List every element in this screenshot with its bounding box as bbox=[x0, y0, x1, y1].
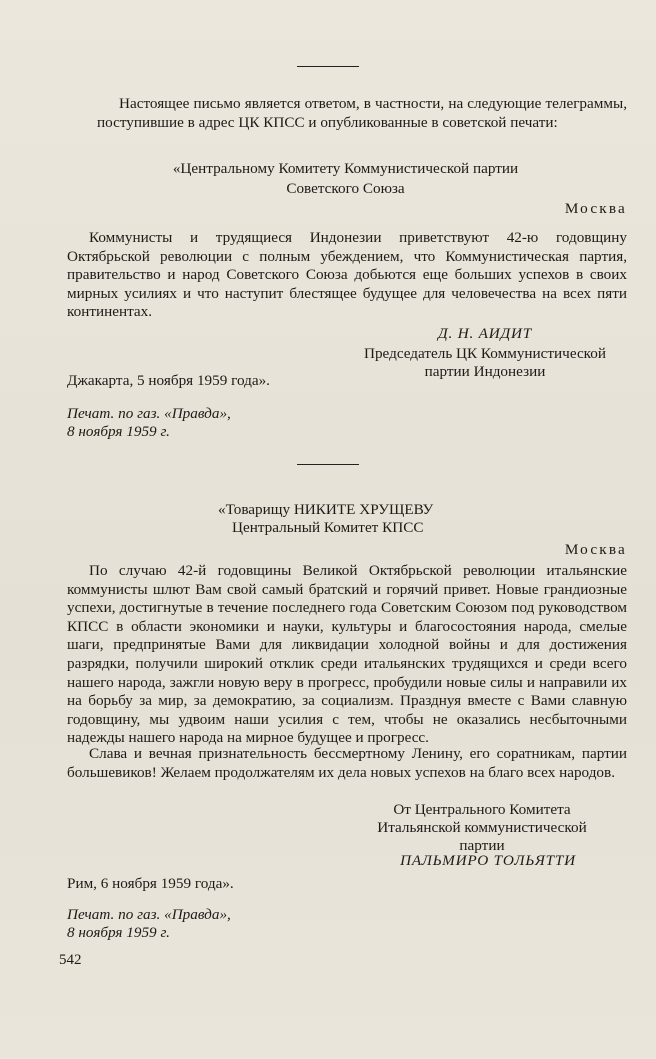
middle-divider bbox=[297, 464, 359, 465]
telegram1-body: Коммунисты и трудящиеся Индонезии приветствуют 42-ю годовщину Октябрьской революции с полным убеждением, что Коммунистическая партия, правительство и народ Советского Союза добьются еще больших успехов в своих мирных усилиях и что наступит блестящее будущее для человечества на всех пяти континентах. bbox=[67, 229, 627, 321]
top-divider bbox=[297, 66, 359, 67]
telegram2-from-line3: партии bbox=[459, 837, 505, 854]
telegram1-source-line2: 8 ноября 1959 г. bbox=[67, 423, 170, 440]
telegram2-from-line1: От Центрального Комитета bbox=[393, 801, 571, 818]
telegram2-paragraph2: Слава и вечная признательность бессмертному Ленину, его соратникам, партии большевиков! Желаем продолжателям их дела новых успехов на благо всех народов. bbox=[67, 745, 627, 781]
telegram1-signer-title1: Председатель ЦК Коммунистической bbox=[363, 345, 607, 362]
telegram2-source-line1: Печат. по газ. «Правда», bbox=[67, 906, 231, 923]
page-number: 542 bbox=[59, 952, 82, 968]
telegram1-address-line2: Советского Союза bbox=[286, 180, 405, 197]
telegram1-place-date: Джакарта, 5 ноября 1959 года». bbox=[67, 372, 270, 389]
telegram2-address-line2: Центральный Комитет КПСС bbox=[232, 519, 424, 536]
telegram1-signer-title2: партии Индонезии bbox=[424, 363, 546, 380]
telegram1-signer: Д. Н. АИДИТ bbox=[438, 325, 532, 342]
telegram2-address-line1: «Товарищу НИКИТЕ ХРУЩЕВУ bbox=[218, 501, 434, 518]
telegram1-city: Москва bbox=[564, 200, 627, 217]
telegram2-from-line2: Итальянской коммунистической bbox=[377, 819, 587, 836]
telegram2-city: Москва bbox=[564, 541, 627, 558]
telegram2-signer: ПАЛЬМИРО ТОЛЬЯТТИ bbox=[400, 852, 576, 869]
telegram1-source-line1: Печат. по газ. «Правда», bbox=[67, 405, 231, 422]
telegram2-source-line2: 8 ноября 1959 г. bbox=[67, 924, 170, 941]
telegram2-paragraph1: По случаю 42-й годовщины Великой Октябрьской революции итальянские коммунисты шлют Вам свой самый братский и горячий привет. Новые грандиозные успехи, достигнутые в течение последнего года Советским Союзом под руководством КПСС в области экономики и науки, культуры и благосостояния народа, смелые шаги, предпринятые Вами для ликвидации холодной войны и для достижения разрядки, получили широкий отклик среди итальянских трудящихся и среди всего нашего народа, зажгли новую веру в прогресс, пробудили новые силы и направили их на борьбу за мир, за демократию, за социализм. Празднуя вместе с Вами славную годовщину, мы удвоим наши усилия с тем, чтобы не оказались несбыточными надежды нашего народа на мирное будущее и прогресс. bbox=[67, 562, 627, 747]
intro-paragraph: Настоящее письмо является ответом, в частности, на следующие телеграммы, поступившие в адрес ЦК КПСС и опубликованные в советской печати: bbox=[97, 95, 627, 131]
telegram1-address-line1: «Центральному Комитету Коммунистической партии bbox=[172, 160, 519, 177]
telegram2-place-date: Рим, 6 ноября 1959 года». bbox=[67, 875, 234, 892]
